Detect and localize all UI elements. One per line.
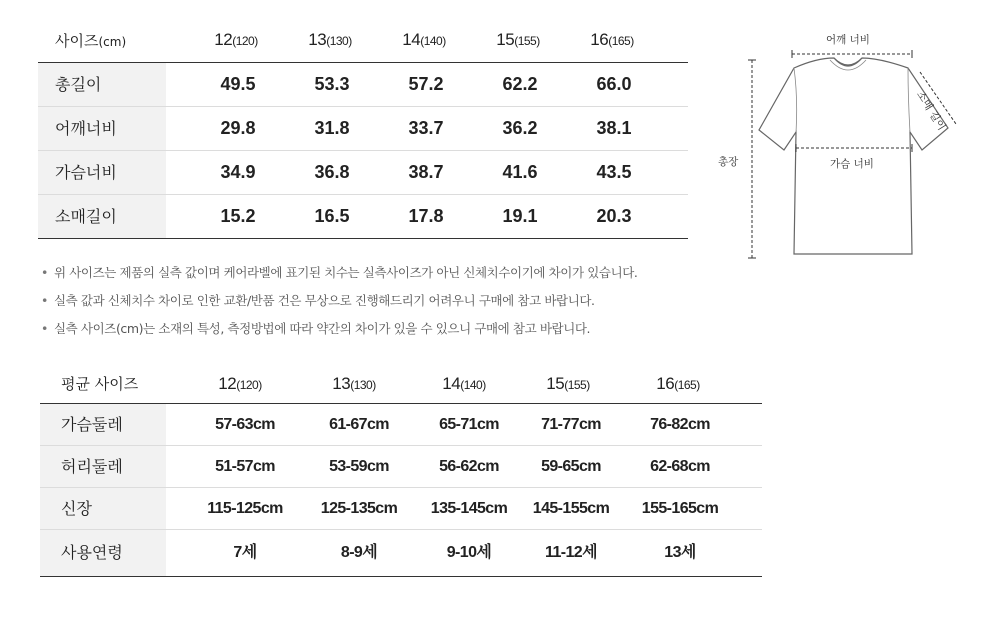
size-14-header: 14(140) — [442, 374, 486, 393]
table-cell: 59-65cm — [541, 458, 601, 475]
table-row — [40, 488, 762, 530]
note-item: • 위 사이즈는 제품의 실측 값이며 케어라벨에 표기된 치수는 실측사이즈가 아닌 신체치수이기에 차이가 있습니다. — [38, 262, 698, 290]
table-cell: 20.3 — [596, 206, 632, 226]
table-cell: 135-145cm — [430, 500, 508, 517]
table-cell: 31.8 — [314, 118, 350, 138]
table-cell: 15.2 — [220, 206, 256, 226]
average-size-table — [40, 368, 762, 577]
shoulder-width-label: 어깨 너비 — [826, 34, 870, 46]
table-cell: 62.2 — [502, 74, 538, 94]
table-header-row — [40, 368, 762, 404]
table-cell: 56-62cm — [439, 458, 499, 475]
table-cell: 38.7 — [408, 162, 444, 182]
table-cell: 53-59cm — [329, 458, 389, 475]
table-cell: 36.8 — [314, 162, 350, 182]
row-label: 신장 — [40, 488, 166, 529]
table-cell: 13세 — [664, 544, 696, 561]
table-cell: 29.8 — [220, 118, 256, 138]
row-label: 가슴둘레 — [40, 404, 166, 445]
size-14-header: 14(140) — [402, 30, 446, 49]
size-16-header: 16(165) — [590, 30, 634, 49]
table-cell: 36.2 — [502, 118, 538, 138]
row-label: 어깨너비 — [38, 107, 166, 150]
table-cell: 125-135cm — [320, 500, 398, 517]
measured-size-table — [38, 22, 688, 239]
table-row — [38, 151, 688, 195]
size-12-header: 12(120) — [218, 374, 262, 393]
table-cell: 43.5 — [596, 162, 632, 182]
table-header-row — [38, 22, 688, 63]
row-label: 총길이 — [38, 63, 166, 106]
size-notes — [38, 262, 698, 346]
note-item: • 실측 값과 신체치수 차이로 인한 교환/반품 건은 무상으로 진행해드리기 어려우니 구매에 참고 바랍니다. — [38, 290, 698, 318]
table-cell: 49.5 — [220, 74, 256, 94]
table-cell: 7세 — [233, 544, 257, 561]
table-cell: 19.1 — [502, 206, 538, 226]
table-cell: 8-9세 — [340, 544, 378, 561]
table-cell: 16.5 — [314, 206, 350, 226]
row-label: 사용연령 — [40, 530, 166, 576]
avg-size-column-header: 평균 사이즈 — [61, 375, 139, 393]
table-cell: 57.2 — [408, 74, 444, 94]
table-cell: 41.6 — [502, 162, 538, 182]
table-cell: 53.3 — [314, 74, 350, 94]
size-13-header: 13(130) — [308, 30, 352, 49]
table-cell: 66.0 — [596, 74, 632, 94]
table-cell: 145-155cm — [532, 500, 610, 517]
table-cell: 61-67cm — [329, 416, 389, 433]
table-cell: 76-82cm — [650, 416, 710, 433]
table-row — [40, 404, 762, 446]
size-15-header: 15(155) — [546, 374, 590, 393]
size-15-header: 15(155) — [496, 30, 540, 49]
table-cell: 51-57cm — [215, 458, 275, 475]
table-cell: 34.9 — [220, 162, 256, 182]
size-13-header: 13(130) — [332, 374, 376, 393]
table-cell: 33.7 — [408, 118, 444, 138]
table-cell: 62-68cm — [650, 458, 710, 475]
table-cell: 115-125cm — [207, 500, 283, 517]
row-label: 소매길이 — [38, 195, 166, 238]
row-label: 허리둘레 — [40, 446, 166, 487]
table-cell: 38.1 — [596, 118, 632, 138]
chest-width-label: 가슴 너비 — [830, 158, 874, 170]
bullet-icon: • — [41, 293, 48, 308]
table-cell: 71-77cm — [541, 416, 601, 433]
sleeve-length-label: 소매 길이 — [914, 89, 948, 133]
table-cell: 17.8 — [408, 206, 444, 226]
tshirt-measurement-diagram — [712, 28, 982, 268]
table-row — [38, 63, 688, 107]
size-12-header: 12(120) — [214, 30, 258, 49]
bullet-icon: • — [41, 321, 48, 336]
table-cell: 65-71cm — [439, 416, 499, 433]
table-row — [38, 107, 688, 151]
row-label: 가슴너비 — [38, 151, 166, 194]
table-row — [38, 195, 688, 239]
table-row — [40, 446, 762, 488]
total-length-label: 총장 — [718, 156, 739, 168]
table-cell: 57-63cm — [215, 416, 275, 433]
table-row — [40, 530, 762, 577]
note-item: • 실측 사이즈(cm)는 소재의 특성, 측정방법에 따라 약간의 차이가 있을 수 있으니 구매에 참고 바랍니다. — [38, 318, 698, 346]
table-cell: 155-165cm — [641, 500, 719, 517]
table-cell: 11-12세 — [545, 544, 597, 561]
size-16-header: 16(165) — [656, 374, 700, 393]
bullet-icon: • — [41, 265, 48, 280]
tshirt-icon — [712, 28, 982, 268]
table-cell: 9-10세 — [446, 544, 492, 561]
size-column-header: 사이즈(cm) — [55, 32, 127, 50]
